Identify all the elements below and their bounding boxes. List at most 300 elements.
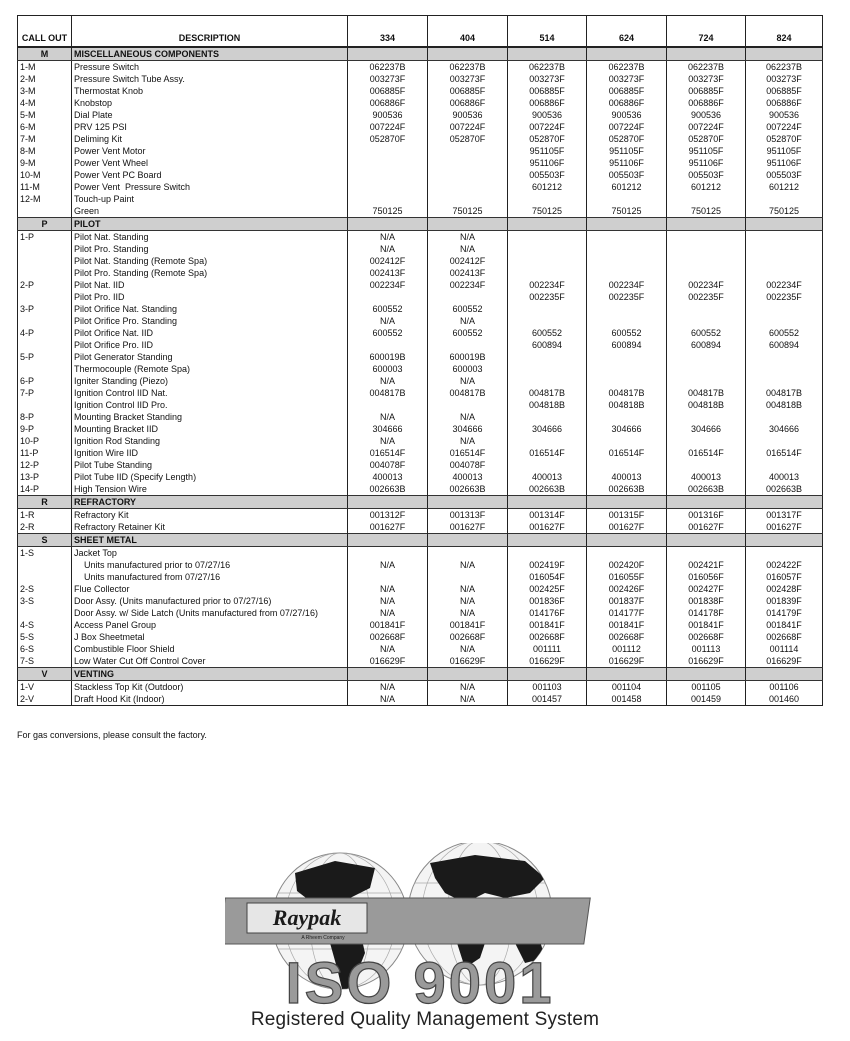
table-row (18, 181, 823, 193)
description-cell: Pilot Orifice Pro. Standing (72, 315, 348, 327)
part-number-cell: N/A (428, 681, 508, 694)
callout-cell (18, 291, 72, 303)
description-cell: Ignition Control IID Pro. (72, 399, 348, 411)
description-cell: Mounting Bracket IID (72, 423, 348, 435)
part-number-cell: 001836F (508, 595, 587, 607)
part-number-cell: 052870F (587, 133, 667, 145)
part-number-cell: 900536 (746, 109, 823, 121)
part-number-cell (746, 351, 823, 363)
description-cell: Pilot Orifice Nat. IID (72, 327, 348, 339)
callout-cell: 9-P (20, 424, 35, 434)
part-number-cell: 005503F (667, 169, 746, 181)
part-number-cell: 750125 (667, 205, 746, 218)
part-number-cell: 016514F (508, 447, 587, 459)
description-cell: Knobstop (72, 97, 348, 109)
part-number-cell: 600894 (746, 339, 823, 351)
part-number-cell: 400013 (746, 471, 823, 483)
part-number-cell: 001105 (667, 681, 746, 694)
part-number-cell: 001312F (348, 509, 428, 522)
table-row (18, 607, 823, 619)
part-number-cell: N/A (348, 315, 428, 327)
part-number-cell: 052870F (508, 133, 587, 145)
table-row (18, 571, 823, 583)
callout-cell: 13-P (20, 472, 40, 482)
part-number-cell: 004817B (746, 387, 823, 399)
part-number-cell: N/A (348, 693, 428, 706)
section-header (18, 534, 823, 547)
part-number-cell: 951106F (587, 157, 667, 169)
part-number-cell (587, 231, 667, 244)
section-fill (746, 496, 823, 509)
table-row (18, 547, 823, 560)
callout-cell (18, 315, 72, 327)
part-number-cell: 304666 (587, 423, 667, 435)
description-cell: Pilot Orifice Nat. Standing (72, 303, 348, 315)
part-number-cell: 002413F (348, 267, 428, 279)
part-number-cell (428, 571, 508, 583)
part-number-cell: 006885F (746, 85, 823, 97)
part-number-cell: 003273F (428, 73, 508, 85)
part-number-cell: 900536 (587, 109, 667, 121)
section-code: P (18, 218, 72, 231)
part-number-cell: 004818B (667, 399, 746, 411)
part-number-cell: 600552 (587, 327, 667, 339)
part-number-cell: 002235F (587, 291, 667, 303)
part-number-cell: 002668F (508, 631, 587, 643)
part-number-cell: 002427F (667, 583, 746, 595)
part-number-cell: 750125 (746, 205, 823, 218)
callout-cell (18, 205, 72, 218)
callout-cell: 6-M (20, 122, 36, 132)
part-number-cell (348, 181, 428, 193)
callout-cell: 2-P (20, 280, 35, 290)
part-number-cell: 003273F (587, 73, 667, 85)
part-number-cell: 001103 (508, 681, 587, 694)
part-number-cell: 002426F (587, 583, 667, 595)
callout-cell: 5-P (20, 352, 35, 362)
table-row (18, 327, 823, 339)
part-number-cell: 004817B (587, 387, 667, 399)
part-number-cell: 400013 (508, 471, 587, 483)
callout-cell: 8-P (20, 412, 35, 422)
part-number-cell: 062237B (348, 61, 428, 74)
description-cell: Power Vent Motor (72, 145, 348, 157)
part-number-cell: 016514F (587, 447, 667, 459)
section-fill (587, 496, 667, 509)
part-number-cell: 003273F (508, 73, 587, 85)
part-number-cell (587, 411, 667, 423)
description-cell: Deliming Kit (72, 133, 348, 145)
table-row (18, 193, 823, 205)
part-number-cell: 002412F (428, 255, 508, 267)
part-number-cell: 003273F (348, 73, 428, 85)
description-cell: High Tension Wire (72, 483, 348, 496)
part-number-cell: 002234F (428, 279, 508, 291)
part-number-cell (348, 169, 428, 181)
part-number-cell (508, 303, 587, 315)
part-number-cell: 005503F (746, 169, 823, 181)
table-row (18, 303, 823, 315)
table-row (18, 315, 823, 327)
description-cell: Ignition Control IID Nat. (72, 387, 348, 399)
part-number-cell: 002235F (746, 291, 823, 303)
table-row (18, 243, 823, 255)
part-number-cell (587, 193, 667, 205)
section-fill (667, 668, 746, 681)
part-number-cell: 001313F (428, 509, 508, 522)
part-number-cell (428, 339, 508, 351)
part-number-cell (508, 435, 587, 447)
part-number-cell: 400013 (667, 471, 746, 483)
part-number-cell (746, 231, 823, 244)
part-number-cell: 601212 (508, 181, 587, 193)
part-number-cell: N/A (348, 643, 428, 655)
part-number-cell (667, 231, 746, 244)
part-number-cell: 016514F (667, 447, 746, 459)
callout-cell: 1-P (20, 232, 35, 242)
part-number-cell: 304666 (348, 423, 428, 435)
part-number-cell: 002663B (428, 483, 508, 496)
part-number-cell: 600552 (428, 303, 508, 315)
description-cell: Power Vent Pressure Switch (72, 181, 348, 193)
part-number-cell: 600003 (428, 363, 508, 375)
part-number-cell (508, 255, 587, 267)
table-row (18, 619, 823, 631)
table-row (18, 471, 823, 483)
part-number-cell: N/A (428, 693, 508, 706)
part-number-cell: 002234F (667, 279, 746, 291)
part-number-cell: N/A (348, 411, 428, 423)
part-number-cell (428, 547, 508, 560)
part-number-cell: 400013 (348, 471, 428, 483)
description-cell: Low Water Cut Off Control Cover (72, 655, 348, 668)
table-row (18, 73, 823, 85)
table-row (18, 157, 823, 169)
callout-cell (18, 559, 72, 571)
part-number-cell: 600894 (508, 339, 587, 351)
description-cell: Refractory Kit (72, 509, 348, 522)
part-number-cell: 016055F (587, 571, 667, 583)
part-number-cell: 007224F (587, 121, 667, 133)
section-fill (348, 218, 428, 231)
part-number-cell (508, 363, 587, 375)
part-number-cell: 601212 (667, 181, 746, 193)
section-fill (746, 534, 823, 547)
part-number-cell: 900536 (667, 109, 746, 121)
table-row (18, 145, 823, 157)
part-number-cell: 002663B (348, 483, 428, 496)
callout-cell: 4-S (20, 620, 35, 630)
part-number-cell: 016057F (746, 571, 823, 583)
part-number-cell (587, 243, 667, 255)
part-number-cell: 062237B (587, 61, 667, 74)
callout-cell: 2-V (20, 694, 35, 704)
callout-cell: 11-P (20, 448, 39, 458)
part-number-cell: 002412F (348, 255, 428, 267)
description-cell: Ignition Rod Standing (72, 435, 348, 447)
part-number-cell (587, 303, 667, 315)
table-row (18, 169, 823, 181)
description-cell: Thermostat Knob (72, 85, 348, 97)
description-cell: Power Vent Wheel (72, 157, 348, 169)
part-number-cell: N/A (348, 595, 428, 607)
part-number-cell: 304666 (667, 423, 746, 435)
part-number-cell: 002668F (348, 631, 428, 643)
table-row (18, 121, 823, 133)
part-number-cell: 016629F (428, 655, 508, 668)
part-number-cell: 004817B (667, 387, 746, 399)
parts-body (18, 47, 823, 706)
part-number-cell: 004818B (508, 399, 587, 411)
table-row (18, 423, 823, 435)
part-number-cell: N/A (428, 559, 508, 571)
section-code: S (18, 534, 72, 547)
part-number-cell: 600019B (348, 351, 428, 363)
section-fill (348, 534, 428, 547)
part-number-cell: 001627F (667, 521, 746, 534)
part-number-cell (508, 243, 587, 255)
part-number-cell: 002235F (667, 291, 746, 303)
part-number-cell: 304666 (746, 423, 823, 435)
part-number-cell: 007224F (746, 121, 823, 133)
part-number-cell: 001627F (746, 521, 823, 534)
part-number-cell: 052870F (667, 133, 746, 145)
section-fill (667, 496, 746, 509)
part-number-cell: 002668F (667, 631, 746, 643)
description-cell: Combustible Floor Shield (72, 643, 348, 655)
part-number-cell: N/A (348, 243, 428, 255)
description-cell: Pressure Switch (72, 61, 348, 74)
section-fill (587, 47, 667, 61)
part-number-cell: 004818B (587, 399, 667, 411)
part-number-cell: 750125 (428, 205, 508, 218)
part-number-cell: 002234F (348, 279, 428, 291)
part-number-cell: 062237B (508, 61, 587, 74)
part-number-cell: 016629F (746, 655, 823, 668)
part-number-cell (587, 363, 667, 375)
part-number-cell: 001627F (428, 521, 508, 534)
callout-cell: 9-M (20, 158, 36, 168)
description-cell: Green (72, 205, 348, 218)
section-fill (587, 534, 667, 547)
section-fill (508, 47, 587, 61)
part-number-cell: 004078F (428, 459, 508, 471)
part-number-cell: 001841F (508, 619, 587, 631)
section-title: PILOT (72, 218, 348, 231)
part-number-cell: 001114 (746, 643, 823, 655)
section-fill (508, 496, 587, 509)
part-number-cell (746, 547, 823, 560)
callout-cell: 4-P (20, 328, 35, 338)
part-number-cell: 001459 (667, 693, 746, 706)
description-cell: Pilot Nat. IID (72, 279, 348, 291)
part-number-cell: 951105F (587, 145, 667, 157)
part-number-cell (667, 303, 746, 315)
callout-cell: 12-P (20, 460, 40, 470)
part-number-cell: 304666 (508, 423, 587, 435)
part-number-cell: 016629F (587, 655, 667, 668)
brand-name: Raypak (272, 905, 342, 930)
part-number-cell: 002663B (587, 483, 667, 496)
callout-cell (18, 363, 72, 375)
section-fill (587, 668, 667, 681)
part-number-cell: N/A (428, 243, 508, 255)
part-number-cell: 007224F (508, 121, 587, 133)
part-number-cell (667, 547, 746, 560)
section-title: VENTING (72, 668, 348, 681)
part-number-cell: 006885F (348, 85, 428, 97)
table-row (18, 339, 823, 351)
section-fill (508, 534, 587, 547)
part-number-cell (746, 375, 823, 387)
part-number-cell: 951105F (746, 145, 823, 157)
table-row (18, 643, 823, 655)
table-row (18, 521, 823, 534)
part-number-cell (428, 181, 508, 193)
part-number-cell (746, 315, 823, 327)
callout-cell: 14-P (20, 484, 40, 494)
part-number-cell: 006886F (746, 97, 823, 109)
part-number-cell: 002413F (428, 267, 508, 279)
part-number-cell: 750125 (348, 205, 428, 218)
part-number-cell (667, 363, 746, 375)
part-number-cell (667, 243, 746, 255)
description-cell: Touch-up Paint (72, 193, 348, 205)
part-number-cell: 600552 (348, 327, 428, 339)
part-number-cell: 304666 (428, 423, 508, 435)
part-number-cell (667, 193, 746, 205)
section-title: SHEET METAL (72, 534, 348, 547)
table-row (18, 351, 823, 363)
callout-cell: 2-S (20, 584, 35, 594)
part-number-cell: 951105F (667, 145, 746, 157)
part-number-cell: 005503F (587, 169, 667, 181)
part-number-cell (428, 291, 508, 303)
part-number-cell: 600552 (508, 327, 587, 339)
callout-cell: 11-M (20, 182, 40, 192)
iso-mark: ISO 9001 (285, 951, 555, 1016)
part-number-cell: N/A (348, 559, 428, 571)
part-number-cell (667, 255, 746, 267)
callout-header: CALL OUT (18, 16, 72, 48)
part-number-cell (667, 435, 746, 447)
part-number-cell: 951106F (746, 157, 823, 169)
part-number-cell: 001112 (587, 643, 667, 655)
caption: Registered Quality Management System (250, 1009, 600, 1030)
part-number-cell (667, 315, 746, 327)
description-cell: Units manufactured from 07/27/16 (72, 571, 348, 583)
section-title: REFRACTORY (72, 496, 348, 509)
part-number-cell: 002425F (508, 583, 587, 595)
section-fill (428, 668, 508, 681)
description-cell: Access Panel Group (72, 619, 348, 631)
part-number-cell (587, 351, 667, 363)
part-number-cell: 001317F (746, 509, 823, 522)
table-row (18, 291, 823, 303)
section-header (18, 47, 823, 61)
part-number-cell: 003273F (746, 73, 823, 85)
part-number-cell (348, 157, 428, 169)
part-number-cell (746, 411, 823, 423)
table-row (18, 109, 823, 121)
section-code: M (18, 47, 72, 61)
table-row (18, 435, 823, 447)
part-number-cell: 001841F (348, 619, 428, 631)
model-header: 624 (587, 16, 667, 48)
callout-cell: 1-S (20, 548, 35, 558)
part-number-cell (587, 267, 667, 279)
table-row (18, 279, 823, 291)
callout-cell: 1-V (20, 682, 35, 692)
description-cell: Dial Plate (72, 109, 348, 121)
part-number-cell: 016629F (667, 655, 746, 668)
model-header: 824 (746, 16, 823, 48)
table-row (18, 255, 823, 267)
callout-cell: 8-M (20, 146, 36, 156)
table-row (18, 231, 823, 244)
part-number-cell: 600894 (587, 339, 667, 351)
part-number-cell: 400013 (428, 471, 508, 483)
part-number-cell: 052870F (746, 133, 823, 145)
part-number-cell: 006886F (667, 97, 746, 109)
part-number-cell: 002419F (508, 559, 587, 571)
section-fill (667, 47, 746, 61)
part-number-cell: 951106F (508, 157, 587, 169)
callout-cell: 3-P (20, 304, 35, 314)
part-number-cell: 601212 (746, 181, 823, 193)
part-number-cell (667, 267, 746, 279)
section-code: R (18, 496, 72, 509)
part-number-cell: 006885F (428, 85, 508, 97)
part-number-cell: 014179F (746, 607, 823, 619)
callout-cell: 7-P (20, 388, 35, 398)
part-number-cell: 001839F (746, 595, 823, 607)
part-number-cell: 014176F (508, 607, 587, 619)
description-cell: Units manufactured prior to 07/27/16 (72, 559, 348, 571)
part-number-cell: 006886F (348, 97, 428, 109)
brand-sub: A Rheem Company (301, 935, 345, 941)
part-number-cell: 601212 (587, 181, 667, 193)
table-row (18, 693, 823, 706)
part-number-cell: 016054F (508, 571, 587, 583)
part-number-cell: 006886F (508, 97, 587, 109)
callout-cell (18, 399, 72, 411)
callout-cell (18, 607, 72, 619)
part-number-cell: 002663B (746, 483, 823, 496)
callout-cell: 6-P (20, 376, 35, 386)
part-number-cell: 001113 (667, 643, 746, 655)
table-row (18, 595, 823, 607)
description-cell: Pilot Generator Standing (72, 351, 348, 363)
part-number-cell (746, 255, 823, 267)
part-number-cell: 001841F (746, 619, 823, 631)
part-number-cell: N/A (348, 435, 428, 447)
part-number-cell: 001460 (746, 693, 823, 706)
table-row (18, 447, 823, 459)
table-row (18, 387, 823, 399)
part-number-cell (667, 459, 746, 471)
part-number-cell: 001841F (667, 619, 746, 631)
part-number-cell: N/A (428, 607, 508, 619)
part-number-cell: 750125 (587, 205, 667, 218)
description-cell: Pilot Orifice Pro. IID (72, 339, 348, 351)
part-number-cell: N/A (348, 583, 428, 595)
part-number-cell (587, 375, 667, 387)
part-number-cell: 006885F (587, 85, 667, 97)
section-fill (428, 47, 508, 61)
part-number-cell: 016056F (667, 571, 746, 583)
callout-cell: 3-S (20, 596, 35, 606)
